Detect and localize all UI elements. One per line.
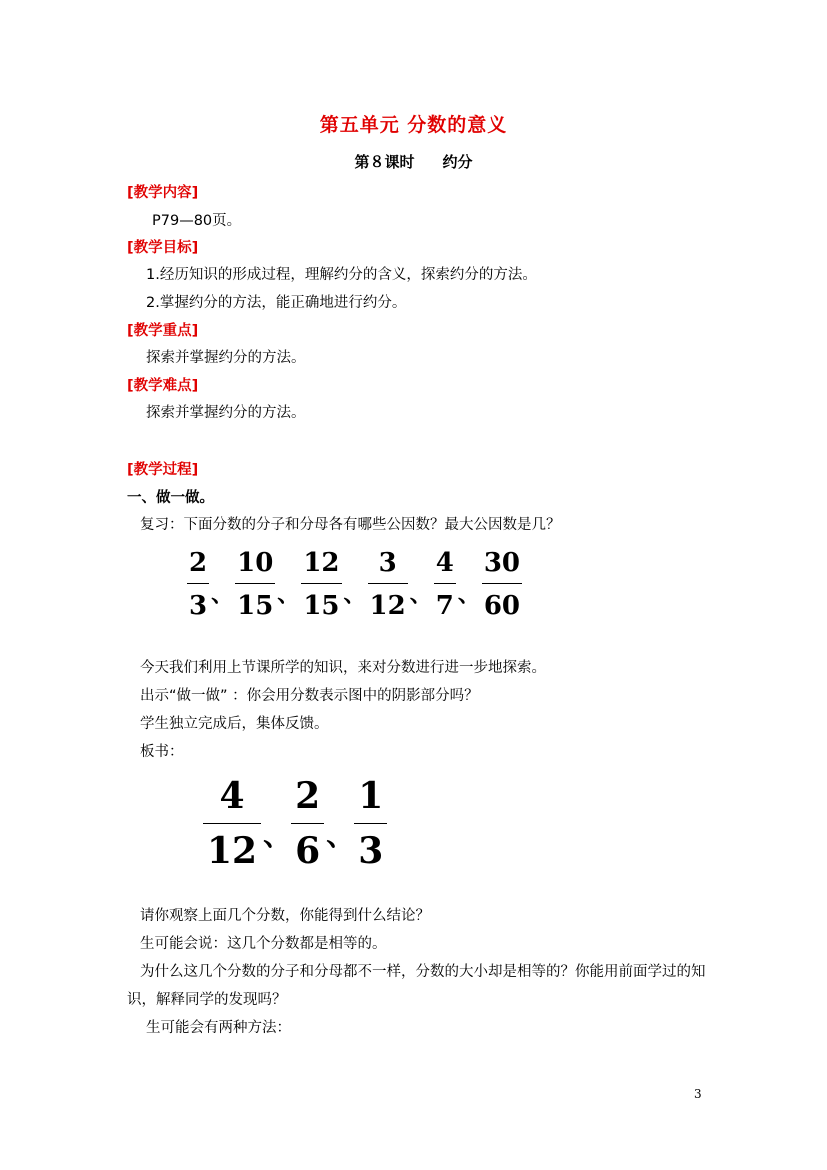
fraction [358,775,384,872]
paragraph-8: 生可能会有两种方法： [146,1020,291,1036]
process-heading: [教学过程] [127,462,199,478]
numerator: 4 [219,775,245,817]
lesson-number: 第８课时 [354,153,415,171]
paragraph-5: 请你观察上面几个分数，你能得到什么结论？ [140,908,430,924]
fraction [207,775,258,872]
lesson-topic: 约分 [442,153,473,171]
key-points-heading: [教学重点] [127,323,199,339]
separator: 、 [211,582,234,608]
fraction-row-2 [207,775,384,872]
separator: 、 [326,818,355,852]
goal-2: 2.掌握约分的方法，能正确地进行约分。 [146,295,407,311]
goal-1: 1.经历知识的形成过程，理解约分的含义，探索约分的方法。 [146,267,537,283]
numerator: 2 [189,548,208,578]
paragraph-7-line-2: 识，解释同学的发现吗？ [127,992,287,1008]
step-1-heading: 一、做一做。 [127,490,214,506]
content-heading: [教学内容] [127,185,199,201]
paragraph-4: 板书： [140,744,184,760]
fraction [303,550,339,619]
denominator: 3 [358,830,384,872]
key-points-text: 探索并掌握约分的方法。 [146,350,306,366]
difficulty-heading: [教学难点] [127,378,199,394]
denominator: 60 [483,591,521,621]
page-number: 3 [694,1087,702,1101]
separator: 、 [457,582,480,608]
numerator: 4 [435,548,454,578]
denominator: 12 [369,591,406,621]
numerator: 1 [358,775,384,817]
content-text: P79—80页。 [152,213,242,229]
denominator: 3 [189,591,208,621]
numerator: 3 [378,548,397,578]
denominator: 12 [207,830,258,872]
denominator: 6 [295,830,321,872]
goals-heading: [教学目标] [127,240,199,256]
paragraph-6: 生可能会说：这几个分数都是相等的。 [140,936,387,952]
paragraph-2: 出示“做一做” ：你会用分数表示图中的阴影部分吗？ [140,688,479,704]
review-question: 复习：下面分数的分子和分母各有哪些公因数？最大公因数是几？ [140,517,561,533]
numerator: 10 [237,548,274,578]
fraction [484,550,520,619]
fraction [370,550,406,619]
separator: 、 [263,818,292,852]
fraction-row-1 [189,550,520,619]
lesson-subtitle [0,151,827,172]
fraction [189,550,207,619]
separator: 、 [409,582,432,608]
paragraph-1: 今天我们利用上节课所学的知识，来对分数进行进一步地探索。 [140,660,546,676]
paragraph-3: 学生独立完成后，集体反馈。 [140,716,329,732]
difficulty-text: 探索并掌握约分的方法。 [146,405,306,421]
fraction [237,550,273,619]
denominator: 15 [303,591,340,621]
denominator: 15 [237,591,274,621]
fraction [436,550,454,619]
separator: 、 [343,582,366,608]
paragraph-7-line-1: 为什么这几个分数的分子和分母都不一样，分数的大小却是相等的？你能用前面学过的知 [140,964,706,980]
numerator: 12 [303,548,340,578]
unit-title: 第五单元 分数的意义 [319,114,508,136]
fraction [295,775,321,872]
denominator: 7 [435,591,454,621]
numerator: 2 [295,775,321,817]
numerator: 30 [483,548,521,578]
separator: 、 [277,582,300,608]
